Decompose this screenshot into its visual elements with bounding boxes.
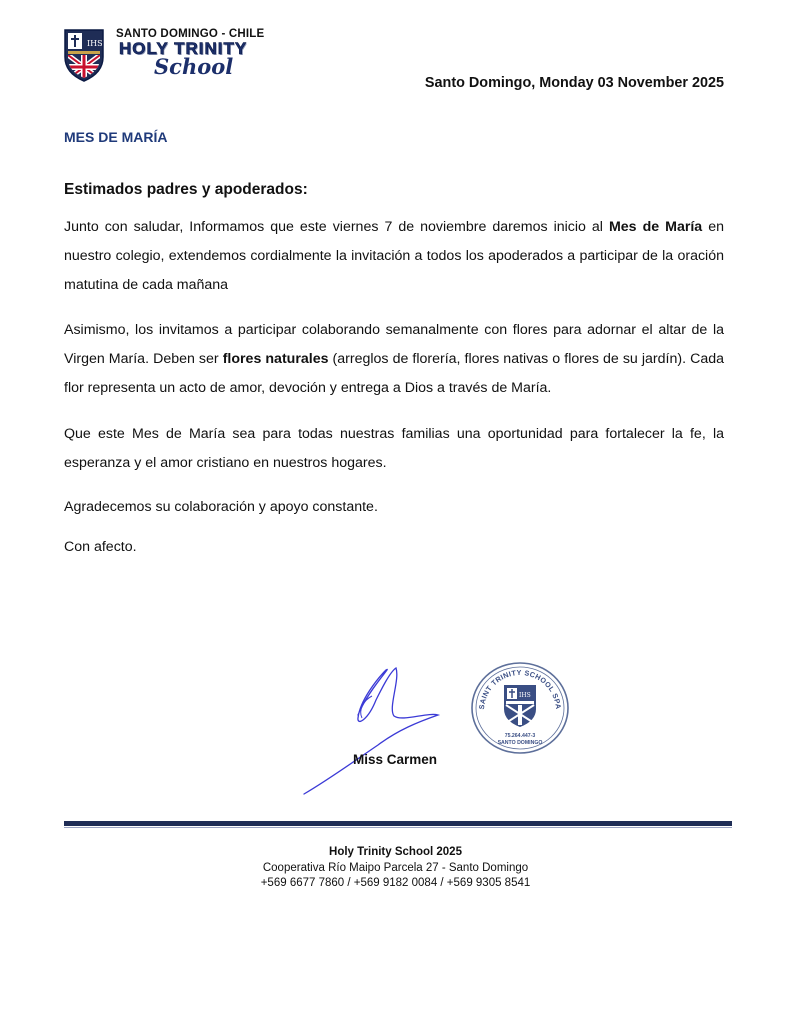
letter-greeting: Estimados padres y apoderados: — [64, 181, 308, 198]
footer-divider-shadow — [64, 827, 732, 828]
paragraph-line: matutina de cada mañana — [64, 277, 229, 293]
paragraph-flowers — [64, 316, 724, 403]
logo-name-line1: HOLY TRINITY — [119, 39, 248, 58]
date-line: Santo Domingo, Monday 03 November 2025 — [424, 75, 724, 91]
paragraph-line: flor representa un acto de amor, devoción y entrega a Dios a través de María. — [64, 380, 552, 396]
paragraph-line: esperanza y el amor cristiano en nuestros hogares. — [64, 455, 387, 471]
stamp-monogram: IHS — [519, 692, 531, 699]
footer-phones: +569 6677 7860 / +569 9182 0084 / +569 9305 8541 — [260, 877, 531, 889]
closing-line: Con afecto. — [64, 539, 137, 555]
letter-subject: MES DE MARÍA — [64, 129, 168, 145]
school-stamp — [470, 661, 570, 755]
stamp-place: SANTO DOMINGO — [497, 740, 543, 746]
paragraph-line: Junto con saludar, Informamos que este viernes 7 de noviembre daremos inicio al Mes de María en — [64, 219, 724, 235]
footer-address: Cooperativa Río Maipo Parcela 27 - Santo Domingo — [262, 862, 529, 874]
thanks-line: Agradecemos su colaboración y apoyo constante. — [64, 499, 378, 515]
paragraph-wish — [64, 420, 724, 478]
school-logo — [62, 27, 280, 87]
stamp-rut: 75.264.447-3 — [504, 733, 536, 739]
signature-image — [298, 660, 458, 800]
paragraph-line: Que este Mes de María sea para todas nuestras familias una oportunidad para fortalecer la fe, la — [64, 426, 724, 442]
footer-divider — [64, 821, 732, 826]
logo-name-line2: School — [154, 54, 234, 79]
crest-icon — [62, 27, 106, 83]
paragraph-line: nuestro colegio, extendemos cordialmente la invitación a todos los apoderados a participar de la oración — [64, 248, 724, 264]
stamp-arc-text: SAINT TRINITY SCHOOL SPA — [476, 667, 564, 710]
crest-monogram: IHS — [87, 39, 103, 48]
footer-school-name: Holy Trinity School 2025 — [329, 846, 462, 858]
paragraph-line: Virgen María. Deben ser flores naturales (arreglos de florería, flores nativas o flores de su jardín). Cada — [64, 351, 724, 367]
logo-location-text: SANTO DOMINGO - CHILE — [116, 28, 265, 40]
paragraph-announcement — [64, 213, 724, 300]
paragraph-line: Asimismo, los invitamos a participar colaborando semanalmente con flores para adornar el altar de la — [64, 322, 724, 338]
signer-name: Miss Carmen — [353, 752, 438, 767]
